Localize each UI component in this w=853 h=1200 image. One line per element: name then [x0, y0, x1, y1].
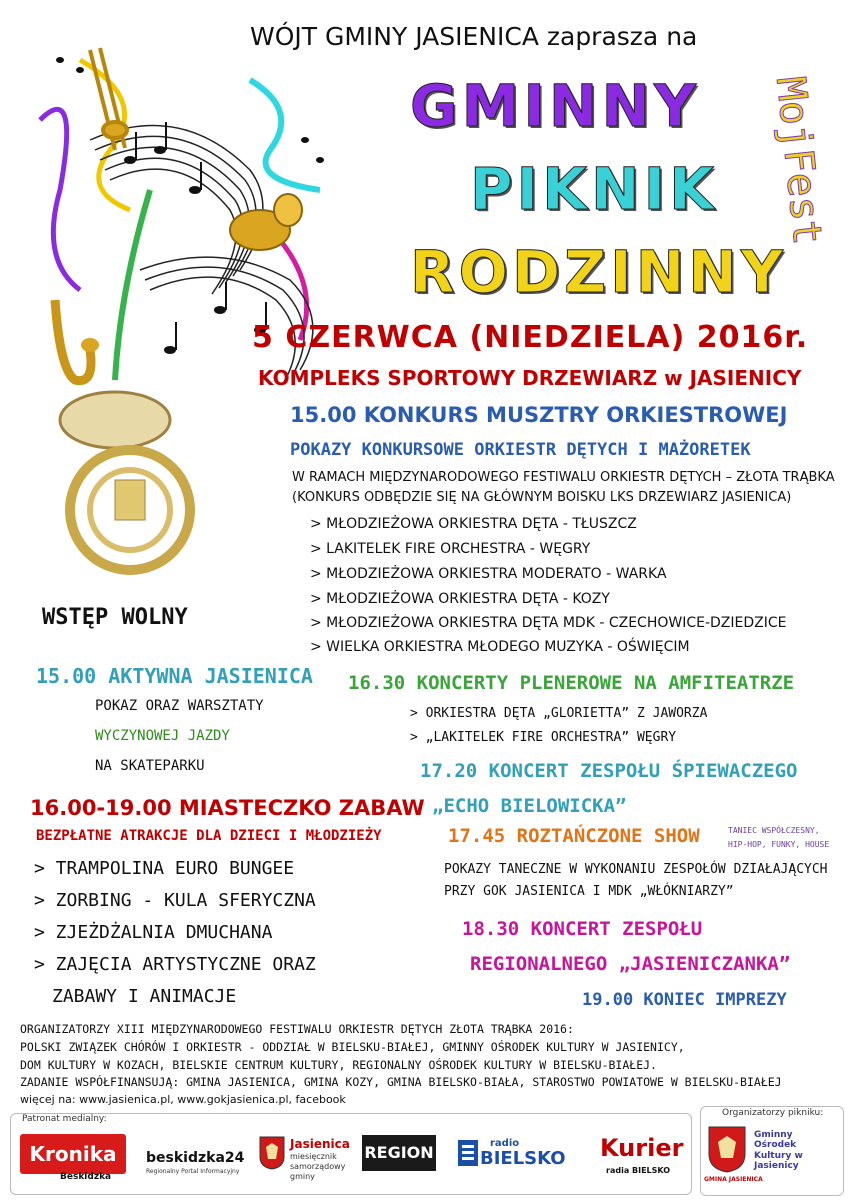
jasienica-monthly-sub2: samorządowy: [290, 1162, 346, 1171]
miasteczko-item: ZABAWY I ANIMACJE: [52, 986, 237, 1007]
koncerty-item-2: > „LAKITELEK FIRE ORCHESTRA” WĘGRY: [410, 730, 677, 745]
free-entry: WSTĘP WOLNY: [42, 605, 188, 630]
organizers-line: POLSKI ZWIĄZEK CHÓRÓW I ORKIESTR - ODDZIAŁ W BIELSKU-BIAŁEJ, GMINNY OŚRODEK KULTURY W JASIENICY,: [20, 1040, 685, 1054]
show-line-2: PRZY GOK JASIENICA I MDK „WŁÓKNIARZY”: [444, 884, 734, 899]
invite-line: WÓJT GMINY JASIENICA zaprasza na: [250, 22, 698, 51]
konkurs-note-1: W RAMACH MIĘDZYNARODOWEGO FESTIWALU ORKIESTR DĘTYCH – ZŁOTA TRĄBKA: [292, 470, 835, 485]
event-date: 5 CZERWCA (NIEDZIELA) 2016r.: [252, 320, 809, 355]
orchestra-item: > WIELKA ORKIESTRA MŁODEGO MUZYKA - OŚWIĘCIM: [310, 639, 690, 655]
show-styles-2: HIP-HOP, FUNKY, HOUSE: [728, 840, 830, 849]
miasteczko-subheading: BEZPŁATNE ATRAKCJE DLA DZIECI I MŁODZIEŻY: [36, 828, 382, 844]
kronika-sub-logo: Beskidzka: [60, 1172, 112, 1182]
miasteczko-heading: 16.00-19.00 MIASTECZKO ZABAW: [30, 796, 425, 820]
orchestra-item: > MŁODZIEŻOWA ORKIESTRA DĘTA MDK - CZECHOWICE-DZIEDZICE: [310, 615, 787, 631]
beskidzka24-logo: beskidzka24: [146, 1150, 245, 1166]
mojfest-text: MojFest: [766, 74, 831, 247]
miasteczko-item: > ZJEŻDŻALNIA DMUCHANA: [34, 922, 273, 943]
website-links: więcej na: www.jasienica.pl, www.gokjasienica.pl, facebook: [20, 1093, 346, 1106]
show-line-1: POKAZY TANECZNE W WYKONANIU ZESPOŁÓW DZIAŁAJĄCYCH: [444, 862, 828, 877]
title-line-3: RODZINNY: [410, 238, 787, 306]
organizers-line: DOM KULTURY W KOZACH, BIELSKIE CENTRUM KULTURY, REGIONALNY OŚRODEK KULTURY W BIELSKU-BIAŁEJ.: [20, 1058, 657, 1072]
kronika-logo-text: Kronika: [29, 1142, 117, 1166]
radio-bielsko-mark-icon: [458, 1140, 478, 1166]
french-horn-illustration: [60, 392, 190, 570]
aktywna-line-3: NA SKATEPARKU: [95, 758, 205, 774]
aktywna-line-1: POKAZ ORAZ WARSZTATY: [95, 698, 264, 714]
end-of-event: 19.00 KONIEC IMPREZY: [582, 990, 787, 1010]
organizers-line: ZADANIE WSPÓŁFINANSUJĄ: GMINA JASIENICA, GMINA KOZY, GMINA BIELSKO-BIAŁA, STAROSTWO POWIATOWE W BIELSKU-BIAŁEJ: [20, 1075, 782, 1089]
title-line-1: GMINNY: [410, 72, 700, 140]
show-styles-1: TANIEC WSPÓŁCZESNY,: [728, 826, 820, 835]
gok-logo: [754, 1130, 834, 1171]
jasieniczanka-line-2: REGIONALNEGO „JASIENICZANKA”: [470, 953, 791, 975]
miasteczko-item: > ZORBING - KULA SFERYCZNA: [34, 890, 316, 911]
title-line-2: PIKNIK: [470, 155, 719, 223]
orchestra-item: > MŁODZIEŻOWA ORKIESTRA MODERATO - WARKA: [310, 566, 667, 582]
region-logo-text: REGION: [364, 1143, 434, 1162]
show-heading: 17.45 ROZTAŃCZONE SHOW: [448, 825, 700, 847]
organizers-label: Organizatorzy pikniku:: [722, 1108, 824, 1118]
orchestra-item: > LAKITELEK FIRE ORCHESTRA - WĘGRY: [310, 541, 591, 557]
ribbon-green-decoration: [115, 190, 150, 380]
radio-label: radio: [490, 1138, 520, 1149]
jasienica-crest-icon: [258, 1135, 286, 1171]
region-logo: [362, 1135, 436, 1171]
orchestra-item: > MŁODZIEŻOWA ORKIESTRA DĘTA - KOZY: [310, 591, 610, 607]
kurier-sub: radia BIELSKO: [606, 1166, 671, 1175]
zespol-name: „ECHO BIELOWICKA”: [432, 795, 627, 817]
konkurs-note-2: (KONKURS ODBĘDZIE SIĘ NA GŁÓWNYM BOISKU LKS DRZEWIARZ JASIENICA): [292, 490, 792, 505]
gok-logo-text: Gminny Ośrodek Kultury w Jasienicy: [754, 1130, 803, 1172]
orchestra-item: > MŁODZIEŻOWA ORKIESTRA DĘTA - TŁUSZCZ: [310, 516, 637, 532]
saxophone-illustration: [55, 300, 99, 381]
organizers-line: ORGANIZATORZY XIII MIĘDZYNARODOWEGO FESTIWALU ORKIESTR DĘTYCH ZŁOTA TRĄBKA 2016:: [20, 1022, 574, 1036]
koncerty-heading: 16.30 KONCERTY PLENEROWE NA AMFITEATRZE: [348, 672, 795, 694]
jasieniczanka-line-1: 18.30 KONCERT ZESPOŁU: [462, 918, 703, 940]
radio-bielsko-logo: BIELSKO: [480, 1148, 566, 1169]
jasienica-monthly-sub1: miesięcznik: [290, 1152, 337, 1161]
mojfest-brand: [760, 74, 838, 254]
koncerty-item-1: > ORKIESTRA DĘTA „GLORIETTA” Z JAWORZA: [410, 706, 708, 721]
aktywna-line-2: WYCZYNOWEJ JAZDY: [95, 728, 230, 744]
konkurs-subheading: POKAZY KONKURSOWE ORKIESTR DĘTYCH I MAŻORETEK: [290, 440, 751, 460]
ribbon-purple-decoration: [40, 109, 80, 290]
aktywna-heading: 15.00 AKTYWNA JASIENICA: [36, 664, 313, 688]
miasteczko-item: > ZAJĘCIA ARTYSTYCZNE ORAZ: [34, 954, 316, 975]
miasteczko-item: > TRAMPOLINA EURO BUNGEE: [34, 858, 295, 879]
gmina-jasienica-crest-icon: [706, 1124, 748, 1174]
kronika-logo: [20, 1134, 126, 1174]
jasienica-monthly-logo: Jasienica: [290, 1137, 350, 1151]
tuba-illustration: [230, 194, 302, 250]
zespol-heading: 17.20 KONCERT ZESPOŁU ŚPIEWACZEGO: [420, 760, 798, 782]
ribbon-cyan-decoration: [250, 80, 320, 190]
konkurs-heading: 15.00 KONKURS MUSZTRY ORKIESTROWEJ: [290, 403, 788, 427]
jasienica-monthly-sub3: gminy: [290, 1172, 315, 1181]
event-place: KOMPLEKS SPORTOWY DRZEWIARZ w JASIENICY: [258, 366, 802, 390]
kurier-logo: Kurier: [600, 1134, 684, 1162]
media-patrons-label: Patronat medialny:: [22, 1114, 107, 1124]
gmina-jasienica-label: GMINA JASIENICA: [704, 1176, 763, 1183]
beskidzka24-sub: Regionalny Portal Informacyjny: [146, 1168, 240, 1175]
